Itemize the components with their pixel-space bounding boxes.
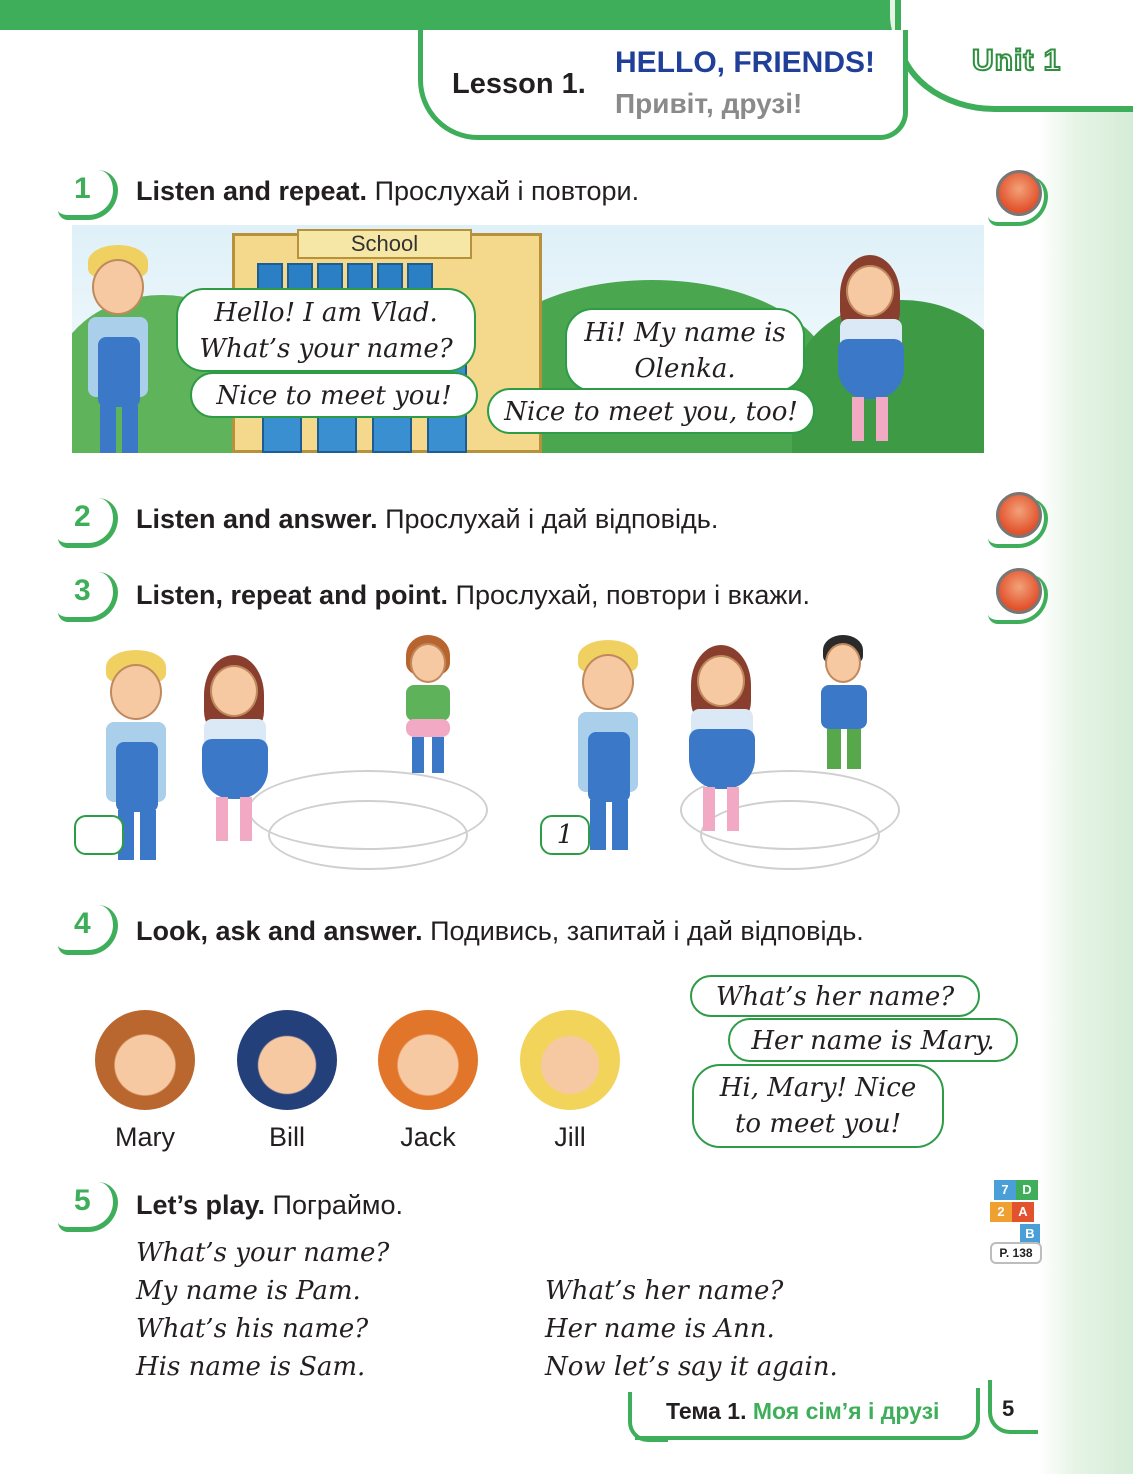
page-reference: P. 138: [990, 1242, 1042, 1264]
leg: [100, 405, 116, 453]
leg: [590, 800, 606, 850]
footer-topic: [666, 1398, 939, 1425]
task-number-digit: 3: [74, 574, 91, 607]
speech-bubble: Hi! My name is Olenka.: [565, 308, 805, 392]
task-3-ua: Прослухай, повтори і вкажи.: [448, 580, 810, 610]
footer-tema-label: Тема 1.: [666, 1398, 747, 1424]
overalls: [116, 742, 158, 812]
speech-bubble: Nice to meet you, too!: [487, 388, 815, 434]
poem-line: Her name is Ann.: [545, 1314, 775, 1344]
poem-line: His name is Sam.: [136, 1352, 366, 1382]
lesson-title-en: HELLO, FRIENDS!: [615, 46, 875, 79]
headphones-arc: [988, 176, 1048, 226]
task-number-5: [58, 1182, 118, 1232]
speech-bubble: What’s her name?: [690, 975, 980, 1017]
girl-olenka-figure: [834, 255, 924, 453]
task-3-bold: Listen, repeat and point.: [136, 580, 449, 610]
headphones-arc: [988, 574, 1048, 624]
task-4-bold: Look, ask and answer.: [136, 916, 423, 946]
poem-line: What’s your name?: [136, 1238, 390, 1268]
leg: [216, 797, 228, 841]
lesson-title-ua: Привіт, друзі!: [615, 88, 803, 119]
leg: [876, 397, 888, 441]
answer-box[interactable]: [74, 815, 124, 855]
task-number-digit: 4: [74, 907, 91, 940]
lesson-label: Lesson 1.: [452, 68, 586, 100]
game-cubes-icon[interactable]: [990, 1178, 1042, 1266]
boy-small-figure: [815, 635, 875, 775]
portrait-jack: [378, 1010, 478, 1110]
girl-figure: [685, 645, 775, 845]
dress: [838, 339, 904, 399]
window: [317, 263, 343, 291]
task-1-bold: Listen and repeat.: [136, 176, 368, 206]
task-5-ua: Пограймо.: [265, 1190, 404, 1220]
speech-bubble: Her name is Mary.: [728, 1018, 1018, 1062]
leg: [727, 787, 739, 831]
task-number-1: [58, 170, 118, 220]
jacket: [406, 685, 450, 721]
head: [697, 655, 745, 707]
task-number-2: [58, 498, 118, 548]
boot: [412, 737, 424, 773]
task-1-instruction: [136, 176, 639, 207]
page-side-strip: [1038, 0, 1133, 1474]
head: [92, 259, 144, 315]
dress: [202, 739, 268, 799]
leg: [140, 810, 156, 860]
leg: [122, 405, 138, 453]
cube: B: [1020, 1224, 1040, 1244]
head: [825, 643, 861, 683]
name-label: Bill: [268, 1122, 305, 1152]
task-number-digit: 2: [74, 500, 91, 533]
scene-picture-a: [78, 630, 488, 875]
boy-vlad-figure: [80, 245, 170, 453]
footer-tema-title: Моя сім’я і друзі: [752, 1398, 940, 1424]
task-5-bold: Let’s play.: [136, 1190, 266, 1220]
head: [410, 643, 446, 683]
window: [377, 263, 403, 291]
portrait-jill: [520, 1010, 620, 1110]
cube: 7: [994, 1180, 1016, 1200]
window: [347, 263, 373, 291]
task-4-ua: Подивись, запитай і дай відповідь.: [422, 916, 864, 946]
jacket: [821, 685, 867, 729]
speech-bubble: Hi, Mary! Nice to meet you!: [692, 1064, 944, 1148]
headphones-icon[interactable]: [994, 490, 1048, 544]
name-label: Mary: [115, 1122, 175, 1152]
window: [407, 263, 433, 291]
speech-bubble: Hello! I am Vlad. What’s your name?: [176, 288, 476, 372]
leg: [240, 797, 252, 841]
dress: [689, 729, 755, 789]
leg: [827, 729, 841, 769]
head: [110, 664, 162, 720]
poem-line: What’s her name?: [545, 1276, 784, 1306]
leg: [847, 729, 861, 769]
speech-bubble: Nice to meet you!: [190, 372, 478, 418]
task-number-digit: 1: [74, 172, 91, 205]
skirt: [406, 719, 450, 737]
boot: [432, 737, 444, 773]
task-5-instruction: [136, 1190, 403, 1221]
portrait-mary: [95, 1010, 195, 1110]
poem-line: Now let’s say it again.: [545, 1352, 838, 1382]
task-2-bold: Listen and answer.: [136, 504, 378, 534]
answer-box[interactable]: 1: [540, 815, 590, 855]
leg: [703, 787, 715, 831]
overalls: [98, 337, 140, 407]
window: [257, 263, 283, 291]
cube: A: [1012, 1202, 1034, 1222]
task-1-ua: Прослухай і повтори.: [367, 176, 640, 206]
poem-line: What’s his name?: [136, 1314, 369, 1344]
school-sign: School: [297, 229, 472, 259]
name-label: Jill: [554, 1122, 586, 1152]
page-number: 5: [1002, 1396, 1015, 1421]
head: [210, 665, 258, 717]
task-2-instruction: [136, 504, 718, 535]
task-2-ua: Прослухай і дай відповідь.: [377, 504, 719, 534]
name-label: Jack: [400, 1122, 456, 1152]
head: [582, 654, 634, 710]
girl-figure: [198, 655, 288, 855]
poem-line: My name is Pam.: [136, 1276, 361, 1306]
window: [287, 263, 313, 291]
head: [846, 265, 894, 317]
portrait-bill: [237, 1010, 337, 1110]
task-3-instruction: [136, 580, 810, 611]
leg: [852, 397, 864, 441]
cube: D: [1016, 1180, 1038, 1200]
unit-label: Unit 1: [972, 44, 1062, 77]
path: [268, 800, 468, 870]
headphones-arc: [988, 498, 1048, 548]
leg: [612, 800, 628, 850]
task-4-instruction: [136, 912, 896, 950]
small-girl-figure: [398, 635, 468, 775]
overalls: [588, 732, 630, 802]
headphones-icon[interactable]: [994, 566, 1048, 620]
task-number-4: [58, 905, 118, 955]
task-number-digit: 5: [74, 1184, 91, 1217]
task-number-3: [58, 572, 118, 622]
scene-picture-b: [540, 630, 900, 875]
headphones-icon[interactable]: [994, 168, 1048, 222]
cube: 2: [990, 1202, 1012, 1222]
